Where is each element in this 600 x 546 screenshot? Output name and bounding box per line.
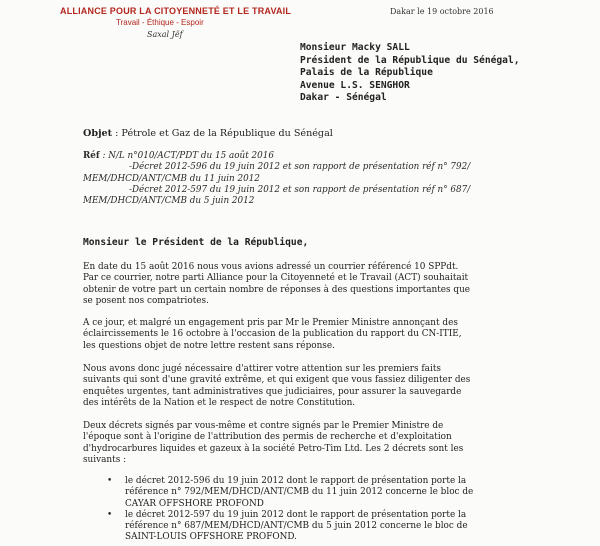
list-item-line: le décret 2012-596 du 19 juin 2012 dont le rapport de présentation porte la — [125, 476, 467, 486]
paragraph-line: se posent nos compatriotes. — [83, 295, 209, 306]
paragraph-line: des intérêts de la Nation et le respect de notre Constitution. — [83, 397, 356, 408]
paragraph-line: suivants qui sont d'une gravité extrême, et qui exigent que vous fassiez diligenter des — [83, 375, 471, 386]
list-item-line: CAYAR OFFSHORE PROFOND — [125, 498, 264, 509]
reference-line: -Décret 2012-596 du 19 juin 2012 et son rapport de présentation réf n° 792/ — [129, 162, 471, 173]
list-item-line: référence n° 687/MEM/DHCD/ANT/CMB du 5 juin 2012 concerne le bloc de — [125, 521, 468, 532]
recipient-address — [300, 42, 520, 105]
reference-label: Réf — [83, 151, 100, 161]
paragraph-line: éclaircissements le 16 octobre à l'occasion de la publication du rapport du CN-ITIE, — [83, 329, 462, 340]
reference-block — [83, 151, 470, 207]
subject-label: Objet — [83, 128, 113, 139]
reference-line: : N/L n°010/ACT/PDT du 15 août 2016 — [102, 151, 274, 161]
date-line: Dakar le 19 octobre 2016 — [390, 7, 494, 16]
paragraph-line: Par ce courrier, notre parti Alliance pour la Citoyenneté et le Travail (ACT) souhaitait — [83, 273, 469, 284]
salutation: Monsieur le Président de la République, — [83, 237, 309, 248]
reference-line: MEM/DHCD/ANT/CMB du 11 juin 2012 — [83, 173, 260, 184]
paragraph-line: A ce jour, et malgré un engagement pris par Mr le Premier Ministre annonçant des — [83, 318, 458, 328]
paragraph-line: Deux décrets signés par vous-même et contre signés par le Premier Ministre de — [83, 421, 444, 431]
paragraph-line: obtenir de votre part un certain nombre de réponses à des questions importantes que — [83, 284, 471, 295]
bullet-marker: • — [107, 476, 113, 486]
reference-line: MEM/DHCD/ANT/CMB du 5 juin 2012 — [83, 196, 255, 207]
recipient-line: Avenue L.S. SENGHOR — [300, 79, 410, 91]
recipient-line: Monsieur Macky SALL — [300, 42, 410, 53]
recipient-line: Dakar - Sénégal — [300, 92, 387, 104]
paragraph — [83, 421, 463, 466]
bullet-marker: • — [107, 509, 113, 520]
paragraph-line: Nous avons donc jugé nécessaire d'attirer votre attention sur les premiers faits — [83, 364, 441, 374]
recipient-line: Palais de la République — [300, 67, 433, 79]
subject-line — [83, 128, 333, 140]
subject-text: : Pétrole et Gaz de la République du Sénégal — [115, 128, 333, 139]
list-item-line: le décret 2012-597 du 19 juin 2012 dont le rapport de présentation porte la — [125, 509, 467, 520]
paragraph-line: enquêtes urgentes, tant administratives que judiciaires, pour assurer la sauvegarde — [83, 386, 462, 397]
party-name: ALLIANCE POUR LA CITOYENNETÉ ET LE TRAVAIL — [60, 6, 292, 16]
list-item — [83, 510, 473, 544]
party-motto: Saxal Jëf — [147, 30, 183, 39]
paragraph-line: d'hydrocarbures liquides et gazeux à la société Petro-Tim Ltd. Les 2 décrets sont les — [83, 443, 464, 454]
list-item-line: SAINT-LOUIS OFFSHORE PROFOND. — [125, 532, 298, 543]
paragraph-line: suivants : — [83, 454, 127, 465]
list-item-line: référence n° 792/MEM/DHCD/ANT/CMB du 11 juin 2012 concerne le bloc de — [125, 487, 474, 498]
paragraph — [83, 262, 470, 307]
recipient-line: Président de la République du Sénégal, — [300, 54, 520, 66]
list-item — [83, 476, 473, 510]
paragraph — [83, 364, 470, 409]
paragraph-line: l'époque sont à l'origine de l'attribution des permis de recherche et d'exploitation — [83, 432, 452, 443]
paragraph — [83, 318, 462, 352]
reference-line: -Décret 2012-597 du 19 juin 2012 et son rapport de présentation réf n° 687/ — [129, 184, 471, 195]
paragraph-line: les questions objet de notre lettre restent sans réponse. — [83, 340, 335, 351]
decree-list — [83, 476, 473, 544]
party-tagline: Travail - Éthique - Espoir — [116, 18, 204, 27]
paragraph-line: En date du 15 août 2016 nous vous avions adressé un courrier référencé 10 SPPdt. — [83, 262, 459, 272]
